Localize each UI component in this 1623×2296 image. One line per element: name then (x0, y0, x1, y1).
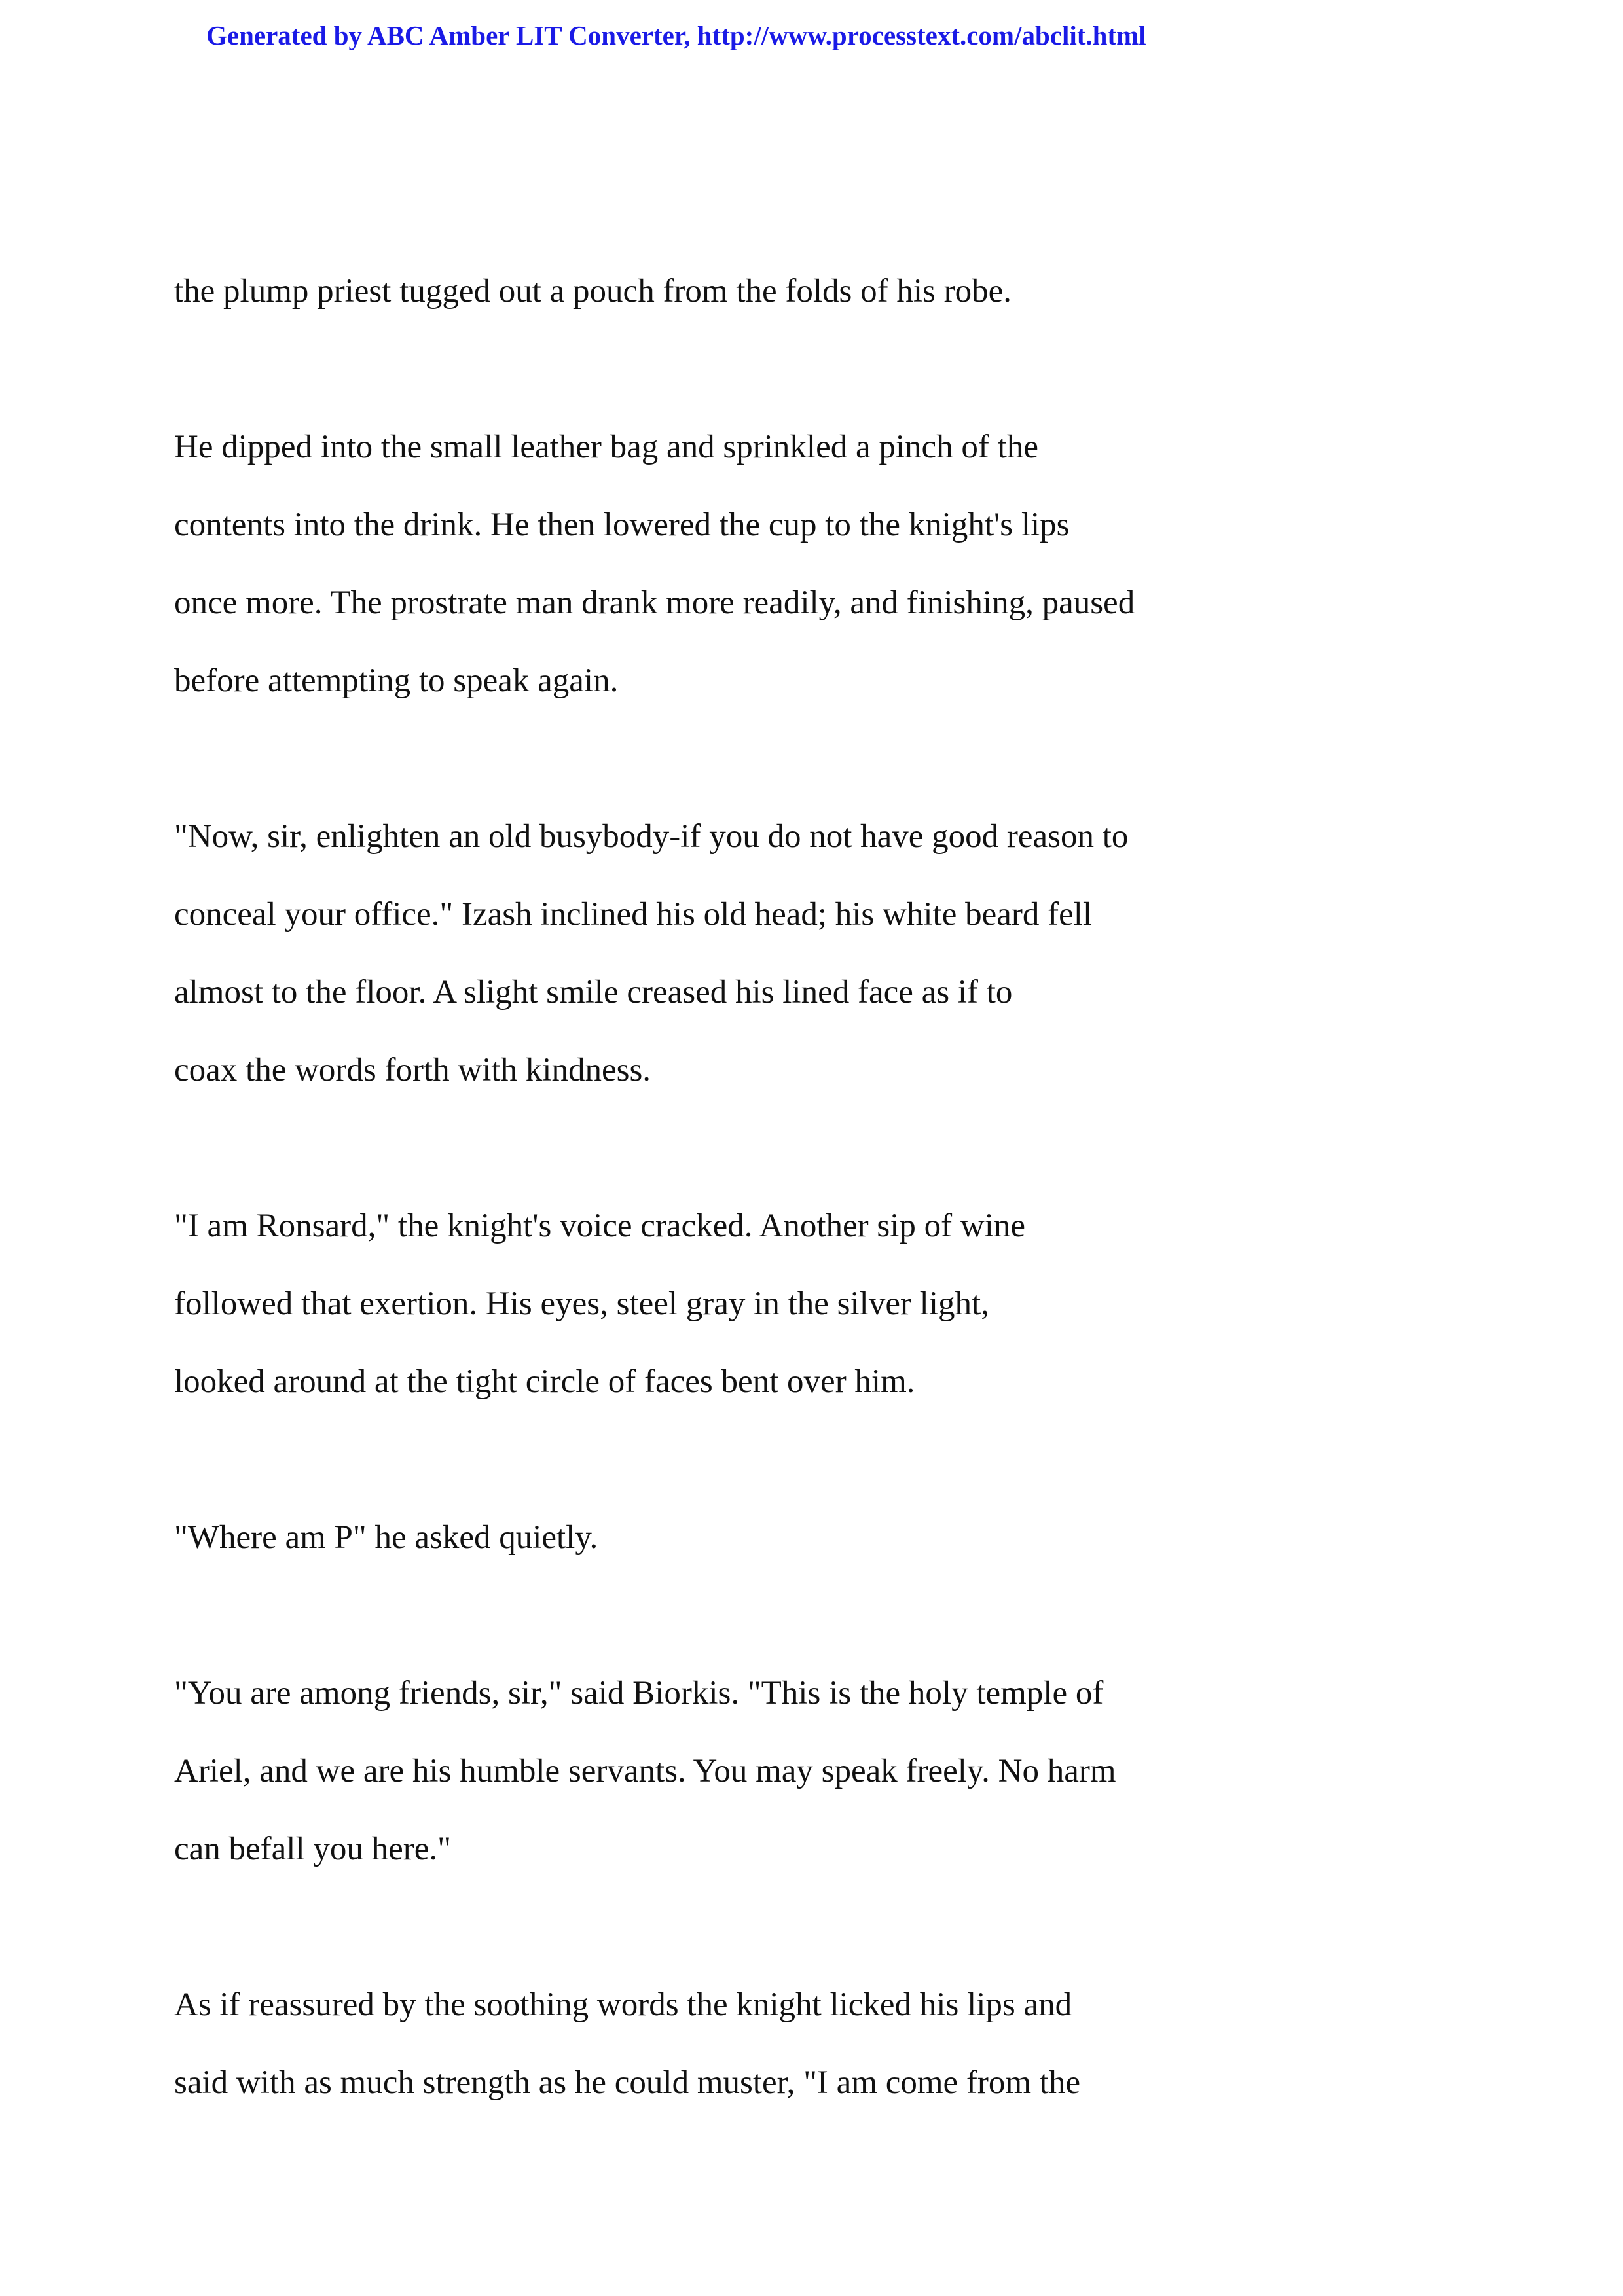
text-line: "Where am P" he asked quietly. (174, 1519, 598, 1556)
text-line: "Now, sir, enlighten an old busybody-if you do not have good reason to (174, 818, 1129, 855)
text-line: He dipped into the small leather bag and sprinkled a pinch of the (174, 429, 1038, 465)
text-line: "I am Ronsard," the knight's voice cracked. Another sip of wine (174, 1208, 1026, 1244)
text-line: looked around at the tight circle of faces bent over him. (174, 1363, 915, 1400)
text-line: coax the words forth with kindness. (174, 1052, 651, 1088)
converter-header: Generated by ABC Amber LIT Converter, http://www.processtext.com/abclit.html (206, 20, 1146, 50)
text-line: Ariel, and we are his humble servants. You may speak freely. No harm (174, 1753, 1116, 1789)
text-line: once more. The prostrate man drank more readily, and finishing, paused (174, 584, 1135, 621)
text-line: before attempting to speak again. (174, 662, 619, 699)
text-line: contents into the drink. He then lowered the cup to the knight's lips (174, 507, 1070, 543)
text-line: "You are among friends, sir," said Biorkis. "This is the holy temple of (174, 1675, 1104, 1712)
text-line: almost to the floor. A slight smile creased his lined face as if to (174, 974, 1013, 1011)
text-line: followed that exertion. His eyes, steel gray in the silver light, (174, 1285, 989, 1322)
text-line: conceal your office." Izash inclined his old head; his white beard fell (174, 896, 1093, 933)
text-line: can befall you here." (174, 1831, 451, 1867)
text-line: the plump priest tugged out a pouch from the folds of his robe. (174, 273, 1012, 310)
text-line: As if reassured by the soothing words the knight licked his lips and (174, 1986, 1072, 2023)
text-line: said with as much strength as he could muster, "I am come from the (174, 2064, 1081, 2101)
